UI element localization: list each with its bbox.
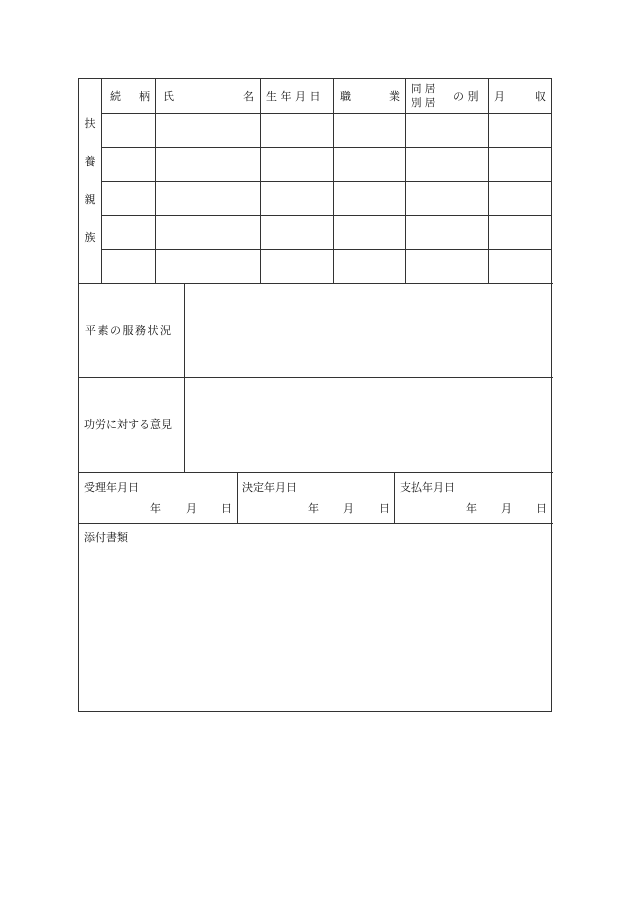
header-name-2: 名 (243, 90, 254, 103)
date-col-divider (237, 472, 238, 523)
paid-year: 年 (466, 502, 477, 515)
header-income-2: 収 (535, 90, 546, 103)
service-status-label: 平素の服務状況 (85, 324, 173, 337)
decided-day: 日 (379, 502, 390, 515)
date-col-divider (394, 472, 395, 523)
paid-date-label: 支払年月日 (400, 481, 455, 494)
header-birthdate: 生 年 月 日 (266, 90, 321, 103)
received-date-label: 受理年月日 (84, 481, 139, 494)
application-form (78, 78, 552, 712)
family-row-divider (101, 113, 552, 114)
family-section-label: 扶 養 親 族 (84, 117, 96, 244)
section-divider (79, 472, 553, 473)
opinion-label: 功労に対する意見 (84, 418, 172, 431)
header-cohabit-suffix: の 別 (453, 90, 479, 103)
header-cohabit-top: 同 居 (411, 83, 436, 95)
section-divider (79, 377, 553, 378)
header-occupation-1: 職 (340, 90, 351, 103)
header-name-1: 氏 (163, 90, 174, 103)
family-row-divider (101, 181, 552, 182)
decided-year: 年 (308, 502, 319, 515)
header-relation-2: 柄 (139, 90, 150, 103)
section-divider (79, 283, 553, 284)
header-cohabit-bottom: 別 居 (411, 97, 436, 109)
family-row-divider (101, 249, 552, 250)
received-year: 年 (150, 502, 161, 515)
paid-day: 日 (536, 502, 547, 515)
decided-date-label: 決定年月日 (242, 481, 297, 494)
header-relation-1: 続 (110, 90, 121, 103)
attachments-label: 添付書類 (84, 531, 128, 544)
family-row-divider (101, 215, 552, 216)
received-month: 月 (186, 502, 197, 515)
section-divider (79, 523, 553, 524)
header-income-1: 月 (494, 90, 505, 103)
header-occupation-2: 業 (389, 90, 400, 103)
received-day: 日 (221, 502, 232, 515)
family-row-divider (101, 147, 552, 148)
paid-month: 月 (501, 502, 512, 515)
decided-month: 月 (343, 502, 354, 515)
